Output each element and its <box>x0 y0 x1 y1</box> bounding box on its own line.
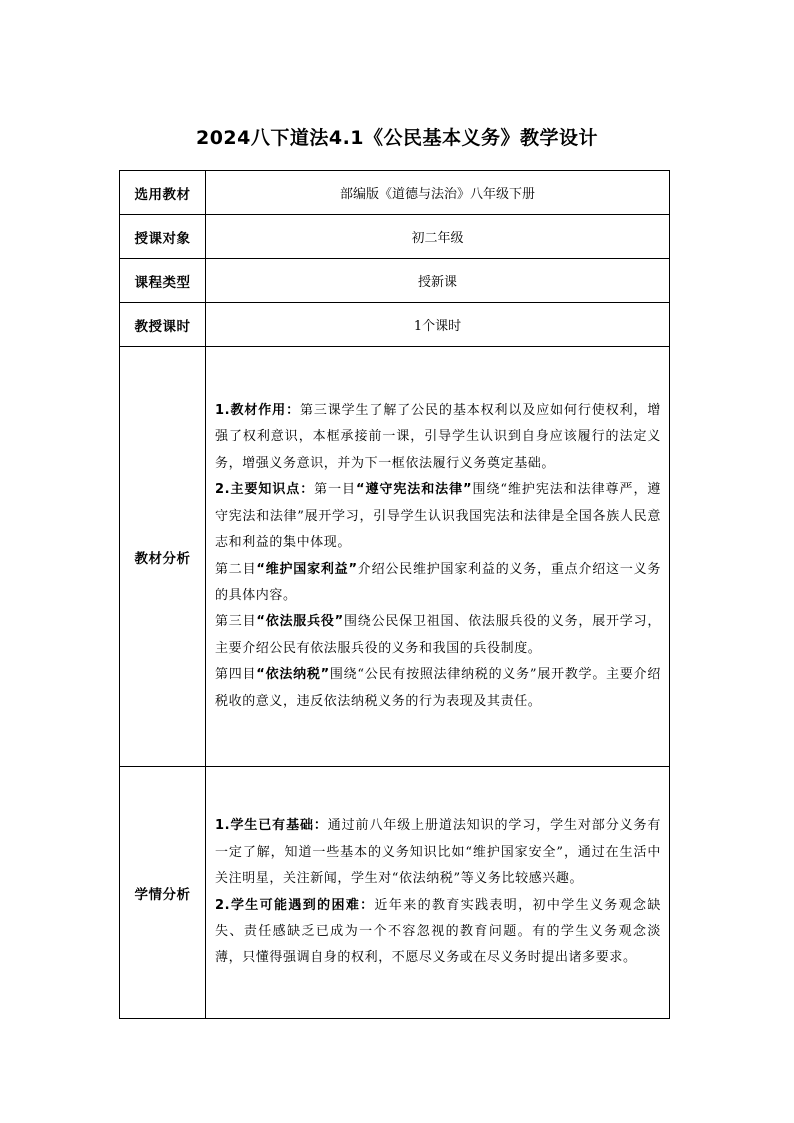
analysis-paragraph-role <box>215 398 661 477</box>
analysis-paragraph-section3 <box>215 609 661 662</box>
textbook-analysis-content <box>206 347 670 767</box>
analysis-section3-prefix: 第三目 <box>215 614 257 630</box>
learners-foundation-heading: 1.学生已有基础： <box>215 818 328 834</box>
learners-paragraph-foundation <box>215 813 661 892</box>
row-value-audience: 初二年级 <box>206 215 670 259</box>
row-value-textbook: 部编版《道德与法治》八年级下册 <box>206 171 670 215</box>
analysis-role-heading: 1.教材作用： <box>215 403 300 419</box>
table-row-textbook-analysis <box>120 347 670 767</box>
table-row-class-hours <box>120 303 670 347</box>
analysis-section1-text: 围绕“维护宪法和法律尊严，遵守宪法和法律”展开学习，引导学生认识我国宪法和法律是全国各族人民意志和利益的集中体现。 <box>215 482 661 551</box>
table-row-textbook <box>120 171 670 215</box>
analysis-section2-keyword: “维护国家利益” <box>256 561 358 577</box>
analysis-section3-keyword: “依法服兵役” <box>256 614 344 630</box>
analysis-section1-prefix: 第一目 <box>314 482 356 498</box>
analysis-section4-prefix: 第四目 <box>215 667 257 683</box>
row-label-course-type: 课程类型 <box>120 259 206 303</box>
learners-difficulties-heading: 2.学生可能遇到的困难： <box>215 897 375 913</box>
learners-foundation-text: 通过前八年级上册道法知识的学习，学生对部分义务有一定了解，知道一些基本的义务知识比如“维护国家安全”，通过在生活中关注明星，关注新闻，学生对“依法纳税”等义务比较感兴趣。 <box>215 818 661 887</box>
table-row-course-type <box>120 259 670 303</box>
analysis-paragraph-knowledge <box>215 477 661 556</box>
row-label-class-hours: 教授课时 <box>120 303 206 347</box>
analysis-section4-keyword: “依法纳税” <box>256 667 330 683</box>
learners-paragraph-difficulties <box>215 893 661 972</box>
lesson-plan-table <box>119 170 670 1019</box>
analysis-paragraph-section2 <box>215 557 661 610</box>
document-title: 2024八下道法4.1《公民基本义务》教学设计 <box>195 127 599 149</box>
row-value-course-type: 授新课 <box>206 259 670 303</box>
row-label-audience: 授课对象 <box>120 215 206 259</box>
analysis-role-text: 第三课学生了解了公民的基本权利以及应如何行使权利，增强了权利意识，本框承接前一课，引导学生认识到自身应该履行的法定义务，增强义务意识，并为下一框依法履行义务奠定基础。 <box>215 403 661 471</box>
analysis-knowledge-heading: 2.主要知识点： <box>215 482 315 498</box>
row-label-textbook-analysis: 教材分析 <box>120 347 206 767</box>
analysis-paragraph-section4 <box>215 662 661 715</box>
table-row-audience <box>120 215 670 259</box>
learners-difficulties-text: 近年来的教育实践表明，初中学生义务观念缺失、责任感缺乏已成为一个不容忽视的教育问题。有的学生义务观念淡薄，只懂得强调自身的权利，不愿尽义务或在尽义务时提出诸多要求。 <box>215 897 661 966</box>
table-row-learner-analysis <box>120 767 670 1019</box>
learner-analysis-content <box>206 767 670 1019</box>
row-label-learner-analysis: 学情分析 <box>120 767 206 1019</box>
analysis-section3-text: 围绕公民保卫祖国、依法服兵役的义务，展开学习，主要介绍公民有依法服兵役的义务和我国的兵役制度。 <box>215 614 661 656</box>
analysis-section2-prefix: 第二目 <box>215 561 257 577</box>
row-value-class-hours: 1个课时 <box>206 303 670 347</box>
row-label-textbook: 选用教材 <box>120 171 206 215</box>
analysis-section4-text: 围绕“公民有按照法律纳税的义务”展开教学。主要介绍税收的意义，违反依法纳税义务的行为表现及其责任。 <box>215 667 661 709</box>
analysis-section2-text: 介绍公民维护国家利益的义务，重点介绍这一义务的具体内容。 <box>215 561 661 603</box>
analysis-section1-keyword: “遵守宪法和法律” <box>355 482 473 498</box>
